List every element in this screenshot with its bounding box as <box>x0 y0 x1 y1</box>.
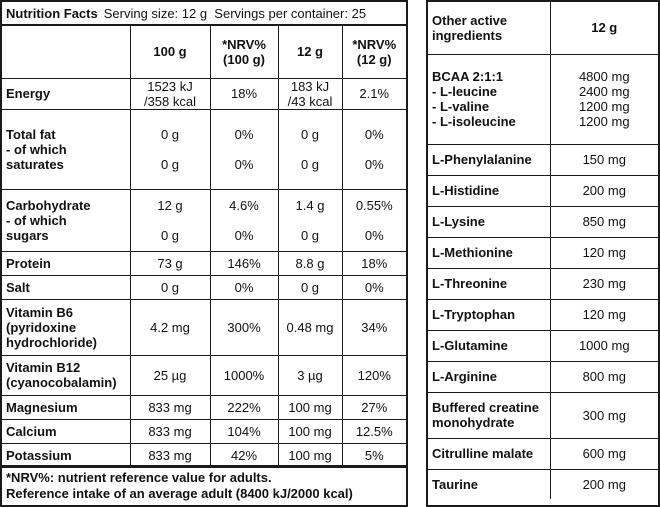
nutrition-row <box>2 443 406 467</box>
nutrient-value: 833 mg <box>130 419 210 443</box>
nutrient-value: 300% <box>210 299 278 355</box>
nutrition-row <box>2 395 406 419</box>
ingredient-amount: 800 mg <box>550 361 658 392</box>
nutrient-value: 3 µg <box>278 355 342 395</box>
ingredient-label: L-Histidine <box>428 175 550 206</box>
ingredient-label: L-Arginine <box>428 361 550 392</box>
ingredient-amount: 600 mg <box>550 438 658 469</box>
nutrient-value: 183 kJ /43 kcal <box>278 78 342 109</box>
nutrition-row <box>2 419 406 443</box>
nutrient-value: 0 g 0 g <box>130 109 210 189</box>
nutrition-table <box>2 26 406 468</box>
ingredient-amount: 300 mg <box>550 392 658 438</box>
ingredient-row <box>428 268 658 299</box>
nutrition-title: Nutrition Facts <box>6 5 98 21</box>
ingredient-label: Buffered creatine monohydrate <box>428 392 550 438</box>
nutrient-label: Vitamin B12 (cyanocobalamin) <box>2 355 130 395</box>
nutrient-value: 0% 0% <box>210 109 278 189</box>
nrv-footnote <box>2 465 406 505</box>
ingredient-label: Taurine <box>428 469 550 499</box>
nutrient-value: 27% <box>342 395 406 419</box>
nutrition-row <box>2 251 406 275</box>
column-header: *NRV% (12 g) <box>342 26 406 78</box>
nutrient-label: Magnesium <box>2 395 130 419</box>
ingredient-row <box>428 330 658 361</box>
column-header: 100 g <box>130 26 210 78</box>
nutrient-value: 73 g <box>130 251 210 275</box>
nutrient-value: 5% <box>342 443 406 467</box>
nutrient-value: 4.6% 0% <box>210 189 278 251</box>
ingredient-label: L-Phenylalanine <box>428 144 550 175</box>
nutrition-row <box>2 275 406 299</box>
ingredient-label: Citrulline malate <box>428 438 550 469</box>
nutrient-value: 1000% <box>210 355 278 395</box>
nutrition-row <box>2 78 406 109</box>
nutrient-value: 0 g <box>278 275 342 299</box>
nutrient-value: 833 mg <box>130 395 210 419</box>
ingredient-amount: 1000 mg <box>550 330 658 361</box>
column-header: *NRV% (100 g) <box>210 26 278 78</box>
nutrient-label: Carbohydrate - of which sugars <box>2 189 130 251</box>
footnote-line-1: *NRV%: nutrient reference value for adults. <box>6 470 272 485</box>
nutrient-label: Salt <box>2 275 130 299</box>
ingredient-row <box>428 392 658 438</box>
nutrient-value: 12.5% <box>342 419 406 443</box>
nutrient-value: 0 g 0 g <box>278 109 342 189</box>
nutrient-value: 100 mg <box>278 419 342 443</box>
ingredients-header-row <box>428 2 658 54</box>
ingredient-label: L-Lysine <box>428 206 550 237</box>
nutrient-value: 0.48 mg <box>278 299 342 355</box>
ingredient-amount: 4800 mg 2400 mg 1200 mg 1200 mg <box>550 54 658 144</box>
ingredient-amount: 120 mg <box>550 237 658 268</box>
ingredient-label: L-Threonine <box>428 268 550 299</box>
ingredient-amount: 200 mg <box>550 469 658 499</box>
nutrient-value: 222% <box>210 395 278 419</box>
ingredient-row <box>428 175 658 206</box>
nutrient-label: Protein <box>2 251 130 275</box>
nutrient-value: 18% <box>342 251 406 275</box>
nutrient-value: 12 g 0 g <box>130 189 210 251</box>
nutrient-value: 4.2 mg <box>130 299 210 355</box>
nutrient-value: 25 µg <box>130 355 210 395</box>
ingredient-row <box>428 438 658 469</box>
ingredient-label: L-Glutamine <box>428 330 550 361</box>
nutrient-value: 100 mg <box>278 395 342 419</box>
nutrient-value: 18% <box>210 78 278 109</box>
header-corner <box>2 26 130 78</box>
ingredient-row <box>428 54 658 144</box>
other-ingredients-panel <box>426 0 660 507</box>
nutrient-value: 1523 kJ /358 kcal <box>130 78 210 109</box>
nutrient-value: 0 g <box>130 275 210 299</box>
nutrient-value: 146% <box>210 251 278 275</box>
column-header: 12 g <box>278 26 342 78</box>
ingredient-row <box>428 144 658 175</box>
nutrient-value: 100 mg <box>278 443 342 467</box>
nutrition-row <box>2 109 406 189</box>
nutrient-value: 8.8 g <box>278 251 342 275</box>
nutrient-value: 1.4 g 0 g <box>278 189 342 251</box>
nutrition-row <box>2 299 406 355</box>
ingredient-row <box>428 237 658 268</box>
ingredient-label: BCAA 2:1:1 - L-leucine - L-valine - L-isoleucine <box>428 54 550 144</box>
ingredient-row <box>428 361 658 392</box>
footnote-line-2: Reference intake of an average adult (8400 kJ/2000 kcal) <box>6 486 353 501</box>
ingredients-header-amount: 12 g <box>550 2 658 54</box>
nutrient-label: Calcium <box>2 419 130 443</box>
nutrient-value: 0% <box>342 275 406 299</box>
nutrition-header <box>2 2 406 26</box>
ingredient-row <box>428 206 658 237</box>
nutrition-row <box>2 355 406 395</box>
nutrition-header-row <box>2 26 406 78</box>
ingredients-table <box>428 2 658 499</box>
nutrient-value: 0% 0% <box>342 109 406 189</box>
ingredient-row <box>428 299 658 330</box>
serving-info: Serving size: 12 g Servings per container: 25 <box>103 5 367 21</box>
nutrient-value: 0% <box>210 275 278 299</box>
ingredient-amount: 150 mg <box>550 144 658 175</box>
nutrient-label: Total fat - of which saturates <box>2 109 130 189</box>
nutrition-row <box>2 189 406 251</box>
ingredients-header-label: Other active ingredients <box>428 2 550 54</box>
ingredient-row <box>428 469 658 499</box>
nutrient-value: 104% <box>210 419 278 443</box>
nutrient-value: 120% <box>342 355 406 395</box>
ingredient-label: L-Tryptophan <box>428 299 550 330</box>
ingredient-label: L-Methionine <box>428 237 550 268</box>
ingredient-amount: 200 mg <box>550 175 658 206</box>
nutrient-value: 2.1% <box>342 78 406 109</box>
nutrient-label: Potassium <box>2 443 130 467</box>
nutrient-value: 0.55% 0% <box>342 189 406 251</box>
ingredient-amount: 120 mg <box>550 299 658 330</box>
nutrient-value: 34% <box>342 299 406 355</box>
ingredient-amount: 230 mg <box>550 268 658 299</box>
nutrient-label: Energy <box>2 78 130 109</box>
nutrient-value: 833 mg <box>130 443 210 467</box>
nutrient-value: 42% <box>210 443 278 467</box>
ingredient-amount: 850 mg <box>550 206 658 237</box>
nutrient-label: Vitamin B6 (pyridoxine hydrochloride) <box>2 299 130 355</box>
